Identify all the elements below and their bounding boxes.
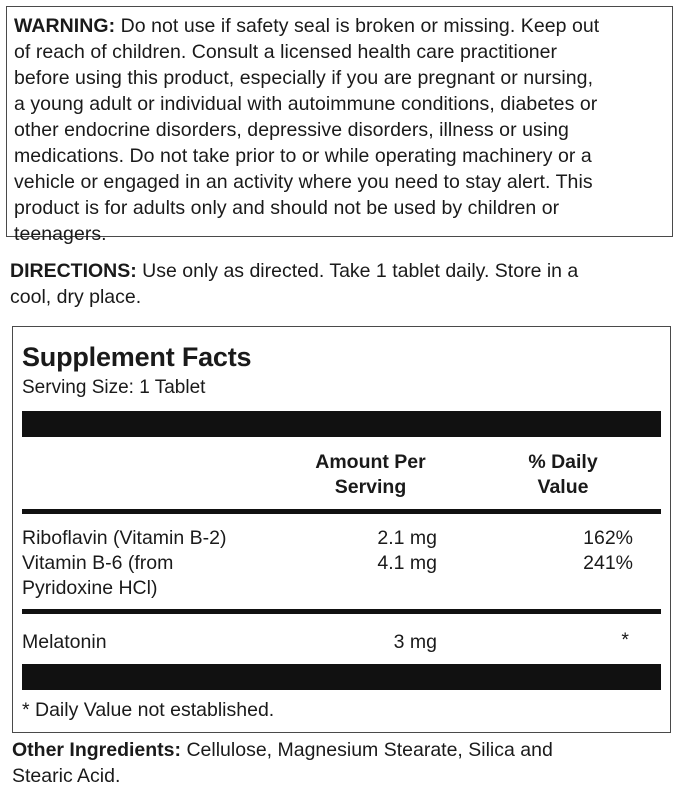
directions-text-2: cool, dry place. — [10, 286, 142, 308]
warning-text-6: medications. Do not take prior to or while operating machinery or a — [14, 145, 592, 167]
supplement-facts-panel — [12, 326, 671, 733]
warning-line-1 — [14, 13, 666, 39]
nutrient-name-b6-line2: Pyridoxine HCl) — [22, 577, 158, 599]
nutrient-dv-b6: 241% — [583, 552, 633, 574]
nutrient-name-b6-line1: Vitamin B-6 (from — [22, 552, 174, 574]
other-ingredients-label: Other Ingredients: — [12, 739, 182, 761]
nutrient-amount-melatonin: 3 mg — [393, 631, 437, 653]
other-ingredients-text-2: Stearic Acid. — [12, 765, 121, 787]
nutrient-amount-riboflavin: 2.1 mg — [377, 527, 437, 549]
warning-text-1: Do not use if safety seal is broken or missing. Keep out — [115, 15, 600, 37]
warning-text-9: teenagers. — [14, 223, 107, 245]
warning-text-7: vehicle or engaged in an activity where you need to stay alert. This — [14, 171, 593, 193]
daily-value-footnote: * Daily Value not established. — [22, 699, 275, 721]
directions-section — [10, 258, 670, 310]
supplement-facts-title: Supplement Facts — [22, 342, 252, 372]
other-ingredients-section — [12, 737, 672, 788]
thick-divider-top — [22, 411, 661, 437]
warning-text-3: before using this product, especially if you are pregnant or nursing, — [14, 67, 594, 89]
directions-line-1 — [10, 258, 670, 284]
nutrient-name-melatonin: Melatonin — [22, 631, 107, 653]
warning-text-8: product is for adults only and should not be used by children or — [14, 197, 560, 219]
column-header-amount-line1: Amount Per — [315, 451, 426, 473]
nutrient-amount-b6: 4.1 mg — [377, 552, 437, 574]
directions-label: DIRECTIONS: — [10, 260, 137, 282]
warning-text-5: other endocrine disorders, depressive disorders, illness or using — [14, 119, 569, 141]
warning-panel — [6, 6, 673, 245]
warning-text-2: of reach of children. Consult a licensed health care practitioner — [14, 41, 558, 63]
column-header-dv-line2: Value — [537, 476, 589, 498]
column-header-daily-value — [503, 450, 623, 500]
warning-text-4: a young adult or individual with autoimmune conditions, diabetes or — [14, 93, 598, 115]
nutrient-dv-riboflavin: 162% — [583, 527, 633, 549]
thick-divider-bottom — [22, 664, 661, 690]
serving-size: Serving Size: 1 Tablet — [22, 377, 206, 398]
other-ingredients-line-1 — [12, 737, 672, 763]
warning-label: WARNING: — [14, 15, 116, 37]
column-header-dv-line1: % Daily — [528, 451, 598, 473]
nutrient-dv-melatonin: * — [621, 629, 629, 651]
column-header-amount — [293, 450, 448, 500]
thin-divider-header — [22, 509, 661, 514]
column-header-amount-line2: Serving — [334, 476, 407, 498]
directions-text-1: Use only as directed. Take 1 tablet daily. Store in a — [136, 260, 579, 282]
other-ingredients-text-1: Cellulose, Magnesium Stearate, Silica and — [181, 739, 553, 761]
nutrient-name-riboflavin: Riboflavin (Vitamin B-2) — [22, 527, 227, 549]
thin-divider-vitamins — [22, 609, 661, 614]
